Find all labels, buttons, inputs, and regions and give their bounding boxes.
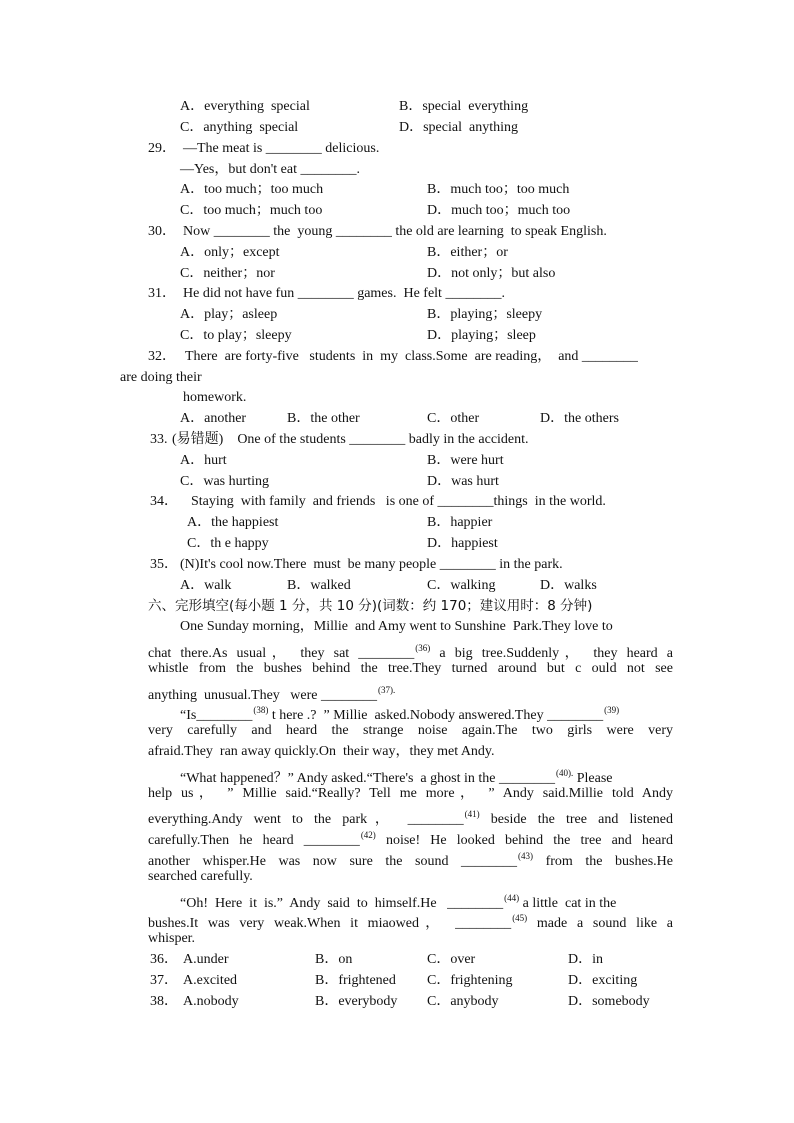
passage-text: bushes.It was very weak.When it miaowed， ________ [148,916,512,931]
q30-option-d: D．not only；but also [427,266,556,281]
passage-text: Please [573,771,613,786]
q33-option-c: C．was hurting [180,474,270,489]
q29-option-b: B．much too；too much [427,182,570,197]
q35-number: 35． [150,557,178,572]
q35-option-a: A．walk [180,578,232,593]
q33-option-b: B．were hurt [427,453,504,468]
q33-option-d: D．was hurt [427,474,499,489]
q29-option-d: D．much too；much too [427,203,571,218]
q30-number: 30． [148,224,176,239]
passage-text: noise! He looked behind the tree and heard [375,833,674,848]
passage-p3-line-6: searched carefully. [148,869,253,884]
cloze-38-number: 38． [150,994,178,1009]
cloze-37-option-b: B．frightened [315,973,396,988]
cloze-36-option-a: A.under [183,952,229,967]
blank-number-45: (45) [512,913,528,923]
passage-text: carefully.Then he heard ________ [148,833,360,848]
cloze-38-option-b: B．everybody [315,994,398,1009]
q32-line-2: are doing their [120,370,202,385]
blank-number-42: (42) [360,830,376,840]
q34-option-d: D．happiest [427,536,498,551]
passage-text: from the bushes.He [533,854,673,869]
blank-number-43: (43) [518,851,534,861]
q32-option-d: D．the others [540,411,619,426]
q34-option-b: B．happier [427,515,493,530]
q28-option-a: A．everything special [180,99,310,114]
q34-option-a: A．the happiest [187,515,279,530]
passage-p1-line-3: whistle from the bushes behind the tree.They turned around but c ould not see [148,661,673,676]
cloze-37-option-d: D．exciting [568,973,638,988]
cloze-37-number: 37． [150,973,178,988]
q31-option-a: A．play；asleep [180,307,278,322]
passage-text: a little cat in the [519,896,617,911]
passage-text: another whisper.He was now sure the sound ________ [148,854,518,869]
q32-option-b: B．the other [287,411,360,426]
q29-option-c: C．too much；much too [180,203,323,218]
section-title: 六、完形填空(每小题 1 分，共 10 分)(词数：约 170；建议用时：8 分钟) [148,598,593,614]
q31-option-c: C．to play；sleepy [180,328,292,343]
passage-p4-line-3: whisper. [148,931,196,946]
q35-option-b: B．walked [287,578,351,593]
q35-option-c: C．walking [427,578,496,593]
blank-number-36: (36) [415,643,431,653]
passage-text: anything unusual.They were ________ [148,688,378,703]
cloze-37-option-c: C．frightening [427,973,513,988]
cloze-38-option-d: D．somebody [568,994,650,1009]
q32-option-c: C．other [427,411,480,426]
passage-p4-line-2 [148,908,673,934]
q31-line-1: He did not have fun ________ games. He felt ________. [183,286,505,301]
passage-p2-line-2: very carefully and heard the strange noise again.The two girls were very [148,723,673,738]
q31-option-d: D．playing；sleep [427,328,536,343]
passage-text: “Is________ [180,708,253,723]
passage-text: beside the tree and listened [479,812,674,827]
passage-text: made a sound like a [527,916,674,931]
q31-number: 31． [148,286,176,301]
cloze-36-option-c: C．over [427,952,476,967]
q33-option-a: A．hurt [180,453,227,468]
q28-option-d: D．special anything [399,120,518,135]
blank-number-40: (40). [555,768,574,778]
q32-option-a: A．another [180,411,247,426]
cloze-37-option-a: A.excited [183,973,238,988]
blank-number-44: (44) [504,893,520,903]
blank-number-41: (41) [464,809,480,819]
q30-option-b: B．either；or [427,245,508,260]
passage-p1-line-1: One Sunday morning，Millie and Amy went to Sunshine Park.They love to [180,619,613,634]
q28-option-b: B．special everything [399,99,529,114]
passage-text: a big tree.Suddenly， they heard a [430,646,674,661]
cloze-36-option-b: B．on [315,952,353,967]
blank-number-39: (39) [604,705,620,715]
q28-option-c: C．anything special [180,120,299,135]
q30-option-c: C．neither；nor [180,266,275,281]
q33-line-1: (易错题) One of the students ________ badly in the accident. [172,432,529,447]
passage-text: “What happened？” Andy asked.“There's a ghost in the ________ [180,771,555,786]
blank-number-37: (37). [378,685,396,695]
cloze-38-option-a: A.nobody [183,994,239,1009]
q29-line-1: —The meat is ________ delicious. [183,141,380,156]
q32-number: 32． [148,349,176,364]
blank-number-38: (38) [253,705,269,715]
q29-number: 29． [148,141,176,156]
q32-line-3: homework. [183,390,247,405]
q30-line-1: Now ________ the young ________ the old are learning to speak English. [183,224,607,239]
q32-line-1: There are forty-five students in my class.Some are reading， and ________ [185,349,638,364]
q34-number: 34． [150,494,178,509]
q35-option-d: D．walks [540,578,597,593]
q29-option-a: A．too much；too much [180,182,324,197]
passage-text: “Oh! Here it is.” Andy said to himself.He ________ [180,896,504,911]
q29-line-2: —Yes，but don't eat ________. [180,162,360,177]
passage-p3-line-2: help us， ” Millie said.“Really? Tell me more， ” Andy said.Millie told Andy [148,786,673,801]
cloze-38-option-c: C．anybody [427,994,499,1009]
q31-option-b: B．playing；sleepy [427,307,543,322]
q30-option-a: A．only；except [180,245,280,260]
q35-line-1: (N)It's cool now.There must be many people ________ in the park. [180,557,563,572]
cloze-36-number: 36． [150,952,178,967]
passage-text: chat there.As usual， they sat ________ [148,646,415,661]
passage-p2-line-3: afraid.They ran away quickly.On their way，they met Andy. [148,744,495,759]
q34-option-c: C．th e happy [187,536,269,551]
passage-text: everything.Andy went to the park， ________ [148,812,464,827]
passage-text: t here .? ” Millie asked.Nobody answered.They ________ [268,708,604,723]
q33-number: 33. [150,432,168,447]
q34-line-1: Staying with family and friends is one of ________things in the world. [191,494,606,509]
cloze-36-option-d: D．in [568,952,603,967]
